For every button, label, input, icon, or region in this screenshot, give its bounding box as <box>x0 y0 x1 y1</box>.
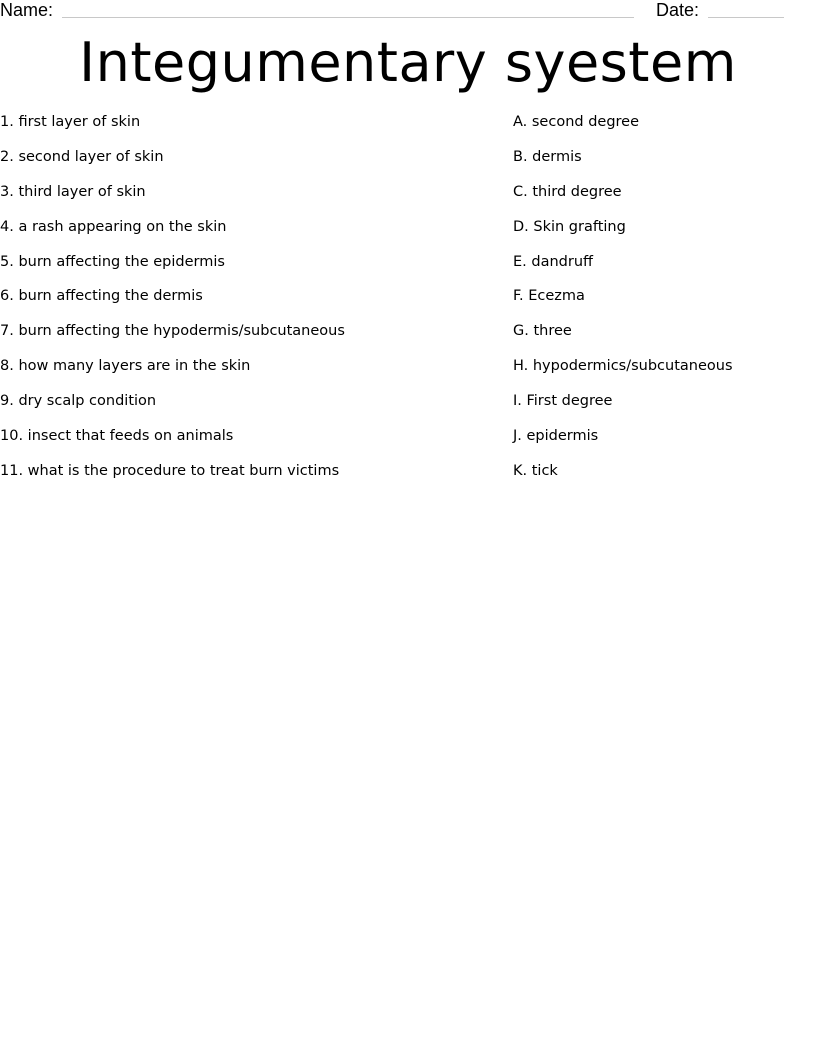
answer-item: C. third degree <box>513 183 622 200</box>
worksheet-header <box>0 0 816 24</box>
date-label: Date: <box>656 0 700 20</box>
date-blank-line <box>708 17 784 18</box>
clue-item: 3. third layer of skin <box>0 183 146 200</box>
clue-item: 9. dry scalp condition <box>0 393 157 410</box>
answer-item: A. second degree <box>513 114 640 130</box>
name-blank-line <box>62 17 634 18</box>
answer-item: K. tick <box>513 462 558 479</box>
answer-list <box>513 111 813 495</box>
clue-item: 1. first layer of skin <box>0 114 141 130</box>
clue-item: 4. a rash appearing on the skin <box>0 218 227 235</box>
answer-item: J. epidermis <box>513 428 599 445</box>
clue-item: 7. burn affecting the hypodermis/subcutaneous <box>0 323 345 340</box>
answer-item: G. three <box>513 323 572 340</box>
answer-item: I. First degree <box>513 393 613 410</box>
clue-item: 5. burn affecting the epidermis <box>0 253 225 270</box>
answer-item: D. Skin grafting <box>513 218 626 235</box>
clue-item: 11. what is the procedure to treat burn victims <box>0 462 340 479</box>
page-title: Integumentary syestem <box>79 31 737 94</box>
clue-list <box>0 111 500 495</box>
clue-item: 8. how many layers are in the skin <box>0 358 251 375</box>
clue-item: 6. burn affecting the dermis <box>0 288 203 305</box>
clue-item: 10. insect that feeds on animals <box>0 428 234 445</box>
answer-item: F. Ecezma <box>513 288 585 305</box>
answer-item: E. dandruff <box>513 253 594 270</box>
clue-item: 2. second layer of skin <box>0 148 164 165</box>
answer-item: H. hypodermics/subcutaneous <box>513 358 733 375</box>
answer-item: B. dermis <box>513 148 582 165</box>
name-label: Name: <box>0 0 54 20</box>
